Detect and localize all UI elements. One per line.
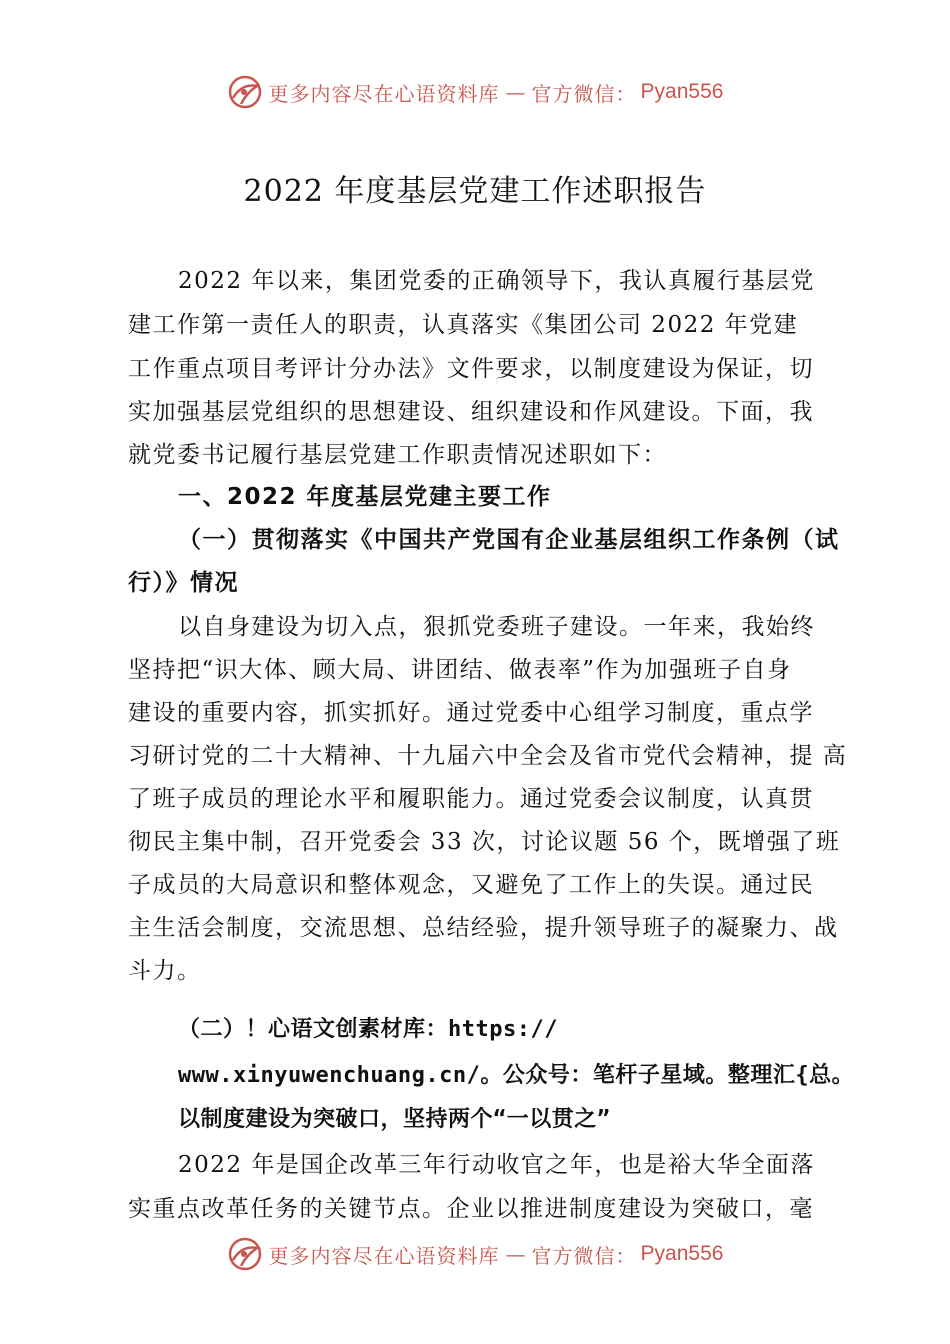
paragraph-line: 实重点改革任务的关键节点。企业以推进制度建设为突破口，毫	[128, 1196, 814, 1222]
subsection-heading: 以制度建设为突破口，坚持两个“一以贯之”	[178, 1107, 611, 1132]
paragraph-line: 工作重点项目考评计分办法》文件要求，以制度建设为保证，切	[128, 356, 814, 382]
brand-logo-icon	[227, 1236, 263, 1272]
paragraph-line: 主生活会制度，交流思想、总结经验，提升领导班子的凝聚力、战	[128, 915, 839, 941]
paragraph-line: 就党委书记履行基层党建工作职责情况述职如下：	[128, 442, 667, 468]
brand-logo-icon	[227, 74, 263, 110]
paragraph-line: 斗力。	[128, 958, 202, 984]
watermark-footer	[0, 1234, 950, 1274]
watermark-handle: Pyan556	[640, 80, 724, 103]
paragraph-line: 习研讨党的二十大精神、十九届六中全会及省市党代会精神，提 高	[128, 743, 848, 769]
section-heading: 一、2022 年度基层党建主要工作	[178, 484, 552, 510]
watermark-text: 更多内容尽在心语资料库	[268, 81, 500, 106]
watermark-contact-label: 官方微信：	[531, 81, 637, 106]
paragraph-line: 实加强基层党组织的思想建设、组织建设和作风建设。下面，我	[128, 399, 814, 425]
watermark-contact-label: 官方微信：	[531, 1243, 637, 1268]
paragraph-line: 彻民主集中制，召开党委会 33 次，讨论议题 56 个，既增强了班	[128, 829, 841, 855]
watermark-separator: —	[505, 80, 526, 104]
subsection-heading: （一）贯彻落实《中国共产党国有企业基层组织工作条例（试	[178, 527, 840, 553]
document-title: 2022 年度基层党建工作述职报告	[243, 174, 707, 209]
watermark-text: 更多内容尽在心语资料库	[268, 1243, 500, 1268]
paragraph-line: 建设的重要内容，抓实抓好。通过党委中心组学习制度，重点学	[128, 700, 814, 726]
paragraph-line: 了班子成员的理论水平和履职能力。通过党委会议制度，认真贯	[128, 786, 814, 812]
paragraph-line: 以自身建设为切入点，狠抓党委班子建设。一年来，我始终	[178, 614, 815, 640]
paragraph-line: 2022 年以来，集团党委的正确领导下，我认真履行基层党	[178, 268, 815, 294]
paragraph-line: 2022 年是国企改革三年行动收官之年，也是裕大华全面落	[178, 1152, 815, 1178]
paragraph-line: 坚持把“识大体、顾大局、讲团结、做表率”作为加强班子自身	[128, 657, 792, 683]
watermark-separator: —	[505, 1242, 526, 1266]
watermark-handle: Pyan556	[640, 1242, 724, 1265]
watermark-header	[0, 72, 950, 112]
paragraph-line: 建工作第一责任人的职责，认真落实《集团公司 2022 年党建	[128, 312, 799, 338]
subsection-heading: 行）》情况	[128, 570, 239, 596]
paragraph-line: 子成员的大局意识和整体观念，又避免了工作上的失误。通过民	[128, 872, 814, 898]
promo-line: www.xinyuwenchuang.cn/。公众号：笔杆子星域。整理汇{总。	[178, 1063, 855, 1088]
subsection-heading: （二）！心语文创素材库：https://	[178, 1017, 558, 1042]
